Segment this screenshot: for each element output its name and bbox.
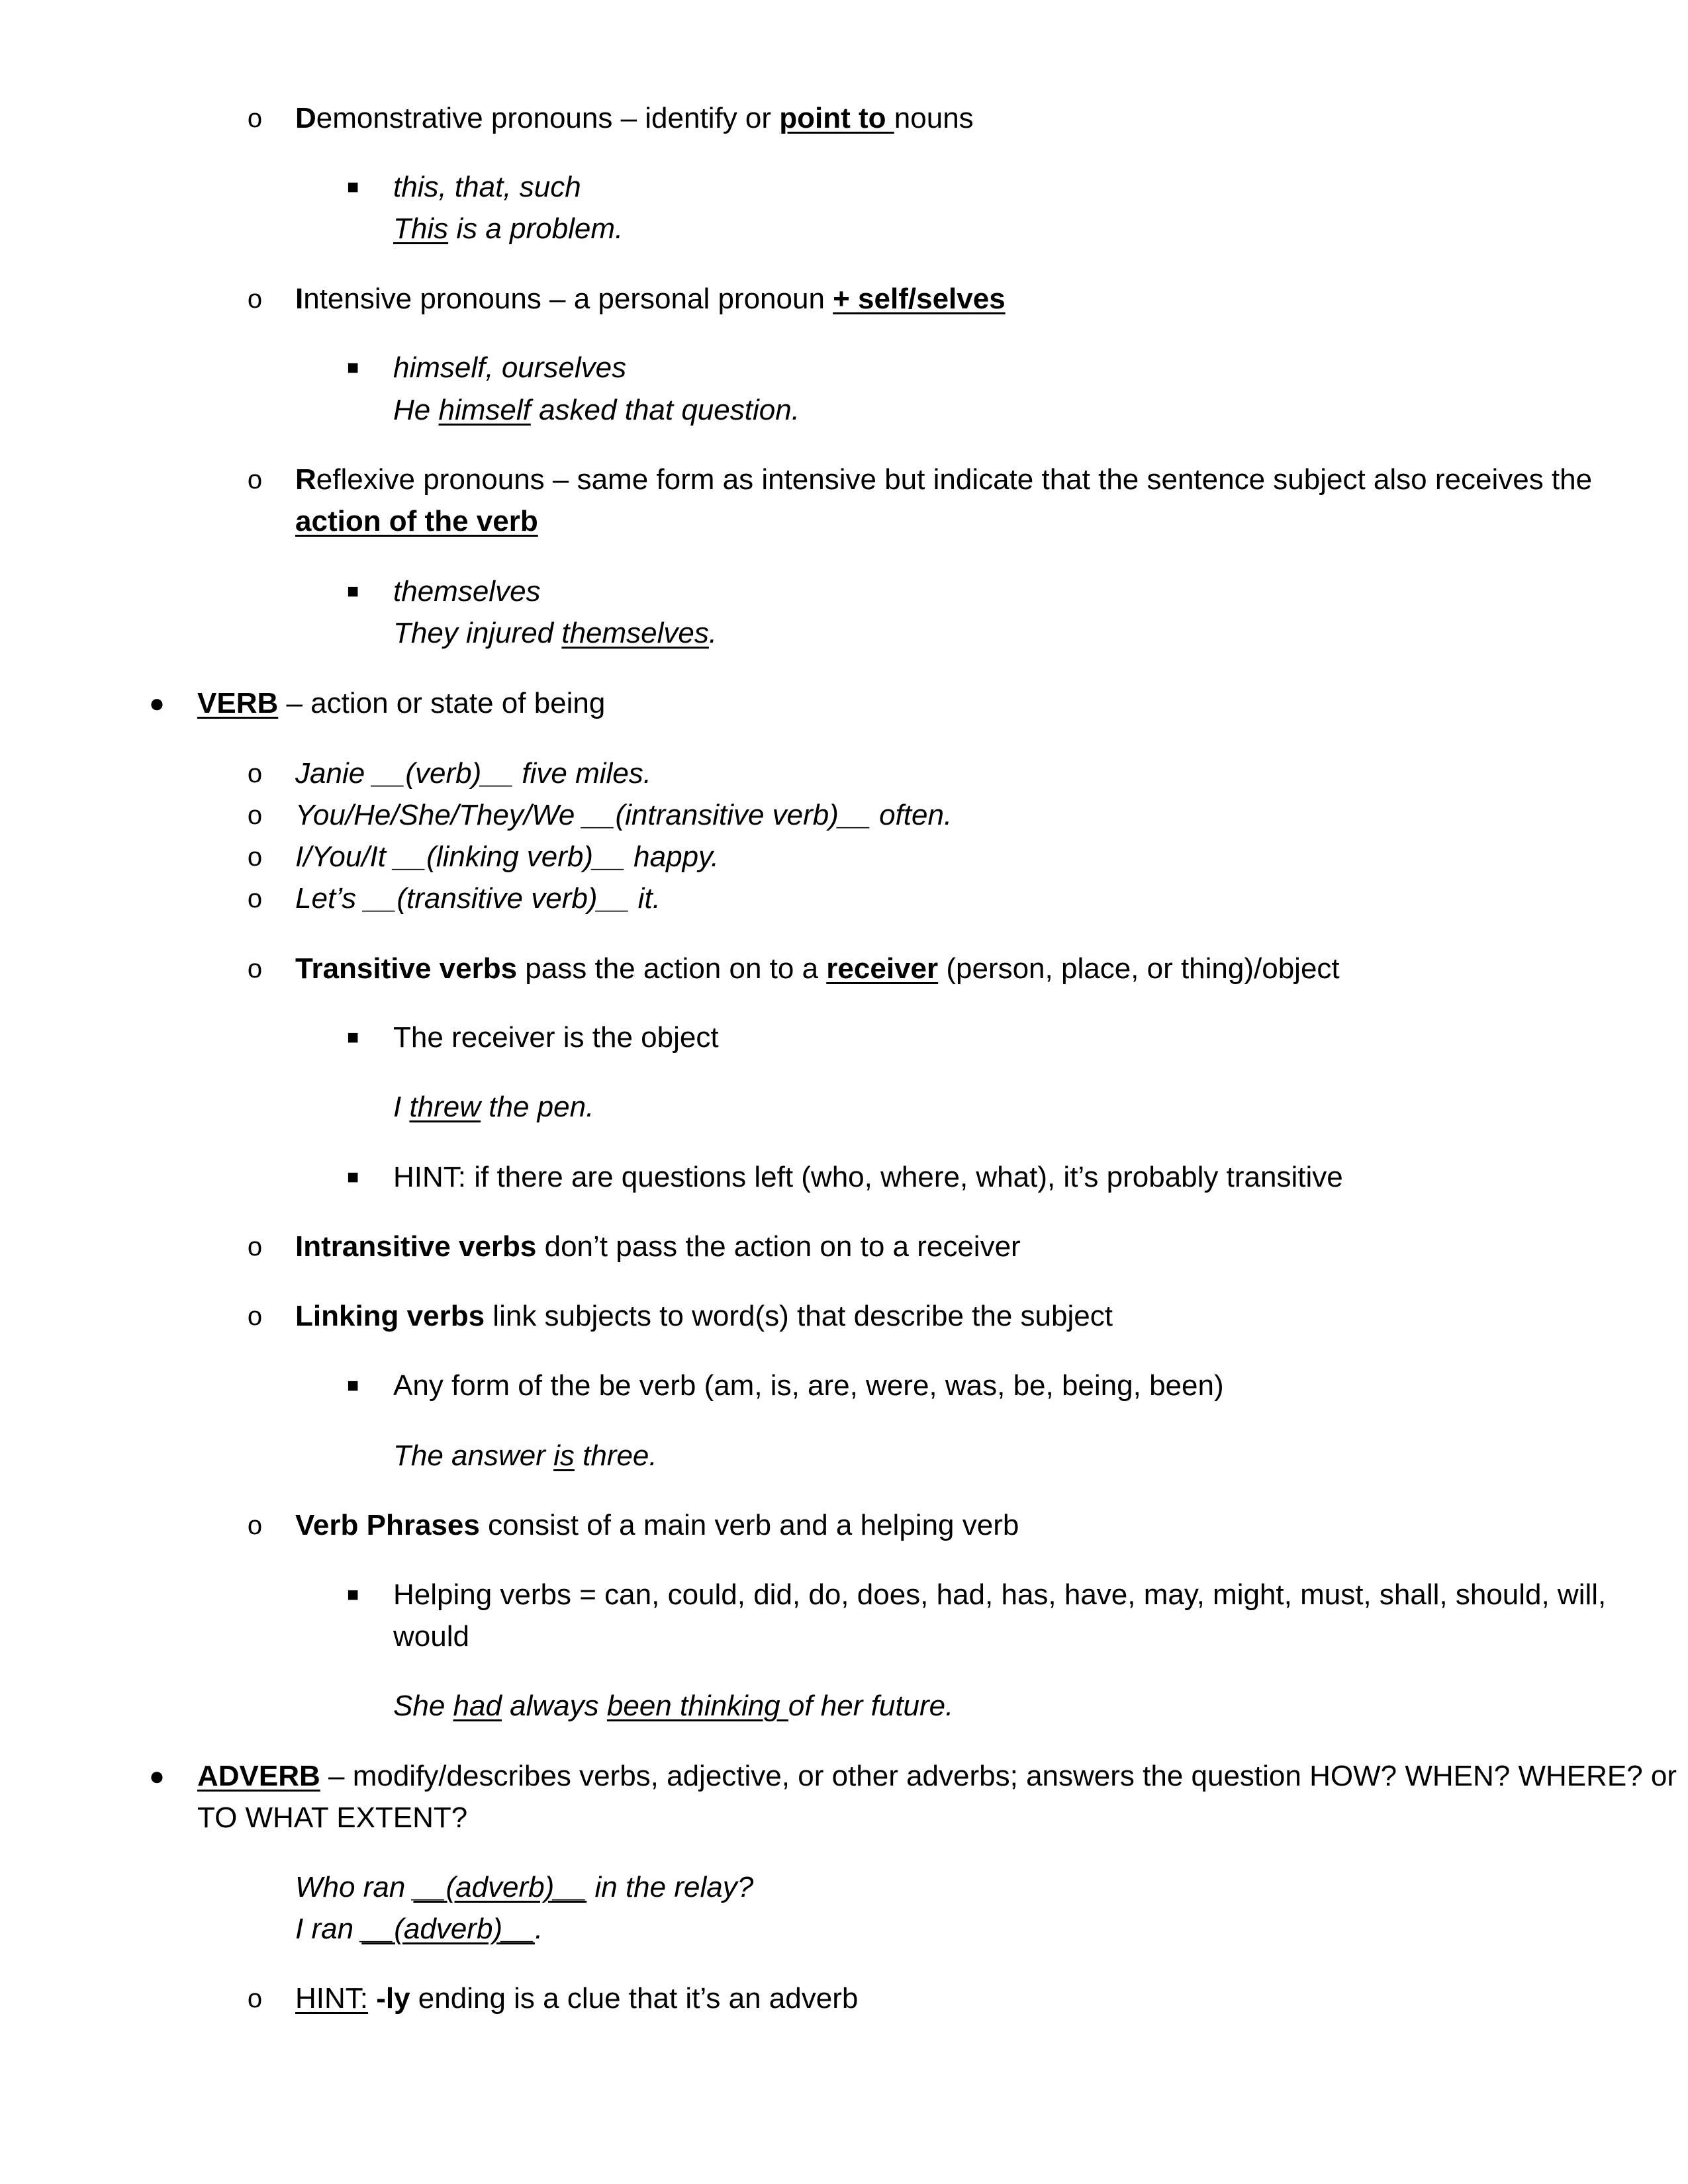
example-sentence <box>393 208 623 250</box>
circle-bullet-icon: o <box>247 285 263 314</box>
circle-bullet-icon: o <box>247 801 263 830</box>
item-text: link subjects to word(s) that describe the subject <box>485 1300 1113 1332</box>
square-bullet-icon: ■ <box>346 1166 359 1188</box>
circle-bullet-icon: o <box>247 1984 263 2013</box>
sentence-text: of her future. <box>788 1690 954 1722</box>
sentence-text: . <box>708 617 718 649</box>
square-bullet-icon: ■ <box>346 357 359 379</box>
term: Verb Phrases <box>295 1509 480 1541</box>
square-bullet-icon: ■ <box>346 176 359 198</box>
blank-fill-in: __(adverb)__ <box>413 1871 587 1903</box>
blank-fill-in: __(adverb)__ <box>361 1913 536 1945</box>
disc-bullet-icon: ● <box>148 1762 165 1791</box>
adverb-answer <box>295 1908 543 1950</box>
verb-fill-in: You/He/She/They/We __(intransitive verb)__ often. <box>295 799 953 831</box>
circle-bullet-icon: o <box>247 1302 263 1331</box>
sentence-text: asked that question. <box>530 394 800 426</box>
term: Transitive verbs <box>295 952 518 985</box>
item-text-tail: (person, place, or thing)/object <box>938 952 1340 985</box>
sentence-text: the pen. <box>481 1091 594 1123</box>
transitive-verbs-item <box>295 948 1340 990</box>
sub-note: The receiver is the object <box>393 1021 719 1054</box>
circle-bullet-icon: o <box>247 954 263 983</box>
sentence-text: The answer <box>393 1439 554 1472</box>
verb-heading-item <box>197 682 605 725</box>
adverb-hint-item <box>295 1978 858 2020</box>
verb-fill-in: I/You/It __(linking verb)__ happy. <box>295 841 720 873</box>
hint-note: HINT: if there are questions left (who, where, what), it’s probably transitive <box>393 1161 1343 1193</box>
circle-bullet-icon: o <box>247 465 263 494</box>
emphasis-text: -ly <box>368 1982 410 2015</box>
sentence-text: They injured <box>393 617 562 649</box>
example-words: this, that, such <box>393 171 581 203</box>
verb-phrases-item <box>295 1504 1019 1547</box>
demonstrative-pronouns-item <box>295 97 974 140</box>
square-bullet-icon: ■ <box>346 580 359 602</box>
circle-bullet-icon: o <box>247 842 263 872</box>
reflexive-pronouns-item-continued <box>295 500 538 543</box>
reflexive-pronouns-item <box>295 459 1592 501</box>
disc-bullet-icon: ● <box>148 689 165 718</box>
example-words: themselves <box>393 575 541 608</box>
circle-bullet-icon: o <box>247 1232 263 1261</box>
square-bullet-icon: ■ <box>346 1026 359 1048</box>
initial-letter: R <box>295 463 316 496</box>
item-text: pass the action on to a <box>517 952 827 985</box>
hint-label: HINT: <box>295 1982 368 2015</box>
underlined-word: is <box>553 1439 575 1472</box>
adverb-question <box>295 1866 753 1909</box>
initial-letter: I <box>295 283 304 315</box>
term: Linking verbs <box>295 1300 485 1332</box>
verb-fill-in: Janie __(verb)__ five miles. <box>295 757 652 790</box>
sub-note: Helping verbs = can, could, did, do, does, had, has, have, may, might, must, shall, should, will, <box>393 1578 1607 1611</box>
sentence-text: She <box>393 1690 453 1722</box>
adverb-heading-item <box>197 1755 1677 1797</box>
circle-bullet-icon: o <box>247 884 263 913</box>
heading-definition: – modify/describes verbs, adjective, or other adverbs; answers the question HOW? WHEN? WHERE? or <box>320 1760 1677 1792</box>
item-text: ntensive pronouns – a personal pronoun <box>303 283 833 315</box>
example-sentence <box>393 1086 594 1128</box>
intensive-pronouns-item <box>295 278 1006 320</box>
sentence-text: He <box>393 394 439 426</box>
term: Intransitive verbs <box>295 1230 537 1263</box>
circle-bullet-icon: o <box>247 104 263 133</box>
sub-note: Any form of the be verb (am, is, are, were, was, be, being, been) <box>393 1369 1224 1402</box>
underlined-word: himself <box>438 394 531 426</box>
item-text: don’t pass the action on to a receiver <box>536 1230 1021 1263</box>
initial-letter: D <box>295 102 316 134</box>
sentence-text: three. <box>574 1439 657 1472</box>
sub-note-continued: would <box>393 1620 469 1653</box>
sentence-text: always <box>501 1690 607 1722</box>
adverb-definition-continued: TO WHAT EXTENT? <box>197 1801 468 1834</box>
underlined-word: This <box>393 212 449 245</box>
sentence-text: I ran <box>295 1913 362 1945</box>
intransitive-verbs-item <box>295 1226 1021 1268</box>
sentence-text: Who ran <box>295 1871 414 1903</box>
section-heading: VERB <box>197 687 279 719</box>
sentence-text: is a problem. <box>448 212 624 245</box>
sentence-text: I <box>393 1091 410 1123</box>
example-sentence <box>393 1435 657 1477</box>
underlined-word: threw <box>409 1091 481 1123</box>
example-sentence <box>393 612 717 655</box>
item-text-tail: nouns <box>894 102 974 134</box>
circle-bullet-icon: o <box>247 1511 263 1540</box>
section-heading: ADVERB <box>197 1760 320 1792</box>
verb-fill-in: Let’s __(transitive verb)__ it. <box>295 882 661 915</box>
square-bullet-icon: ■ <box>346 1375 359 1396</box>
example-sentence <box>393 1685 953 1727</box>
emphasis-text: action of the verb <box>295 505 538 537</box>
heading-definition: – action or state of being <box>278 687 606 719</box>
item-text: ending is a clue that it’s an adverb <box>410 1982 859 2015</box>
sentence-text: . <box>535 1913 543 1945</box>
underlined-phrase: been thinking <box>606 1690 788 1722</box>
item-text: consist of a main verb and a helping verb <box>479 1509 1019 1541</box>
item-text: emonstrative pronouns – identify or <box>316 102 780 134</box>
underlined-word: themselves <box>561 617 709 649</box>
sentence-text: in the relay? <box>586 1871 754 1903</box>
square-bullet-icon: ■ <box>346 1584 359 1606</box>
item-text: eflexive pronouns – same form as intensive but indicate that the sentence subject also receives the <box>316 463 1593 496</box>
emphasis-text: + self/selves <box>833 283 1006 315</box>
emphasis-text: point to <box>779 102 894 134</box>
emphasis-text: receiver <box>826 952 939 985</box>
example-words: himself, ourselves <box>393 351 627 384</box>
example-sentence <box>393 389 800 432</box>
linking-verbs-item <box>295 1295 1113 1338</box>
circle-bullet-icon: o <box>247 759 263 788</box>
underlined-word: had <box>453 1690 502 1722</box>
